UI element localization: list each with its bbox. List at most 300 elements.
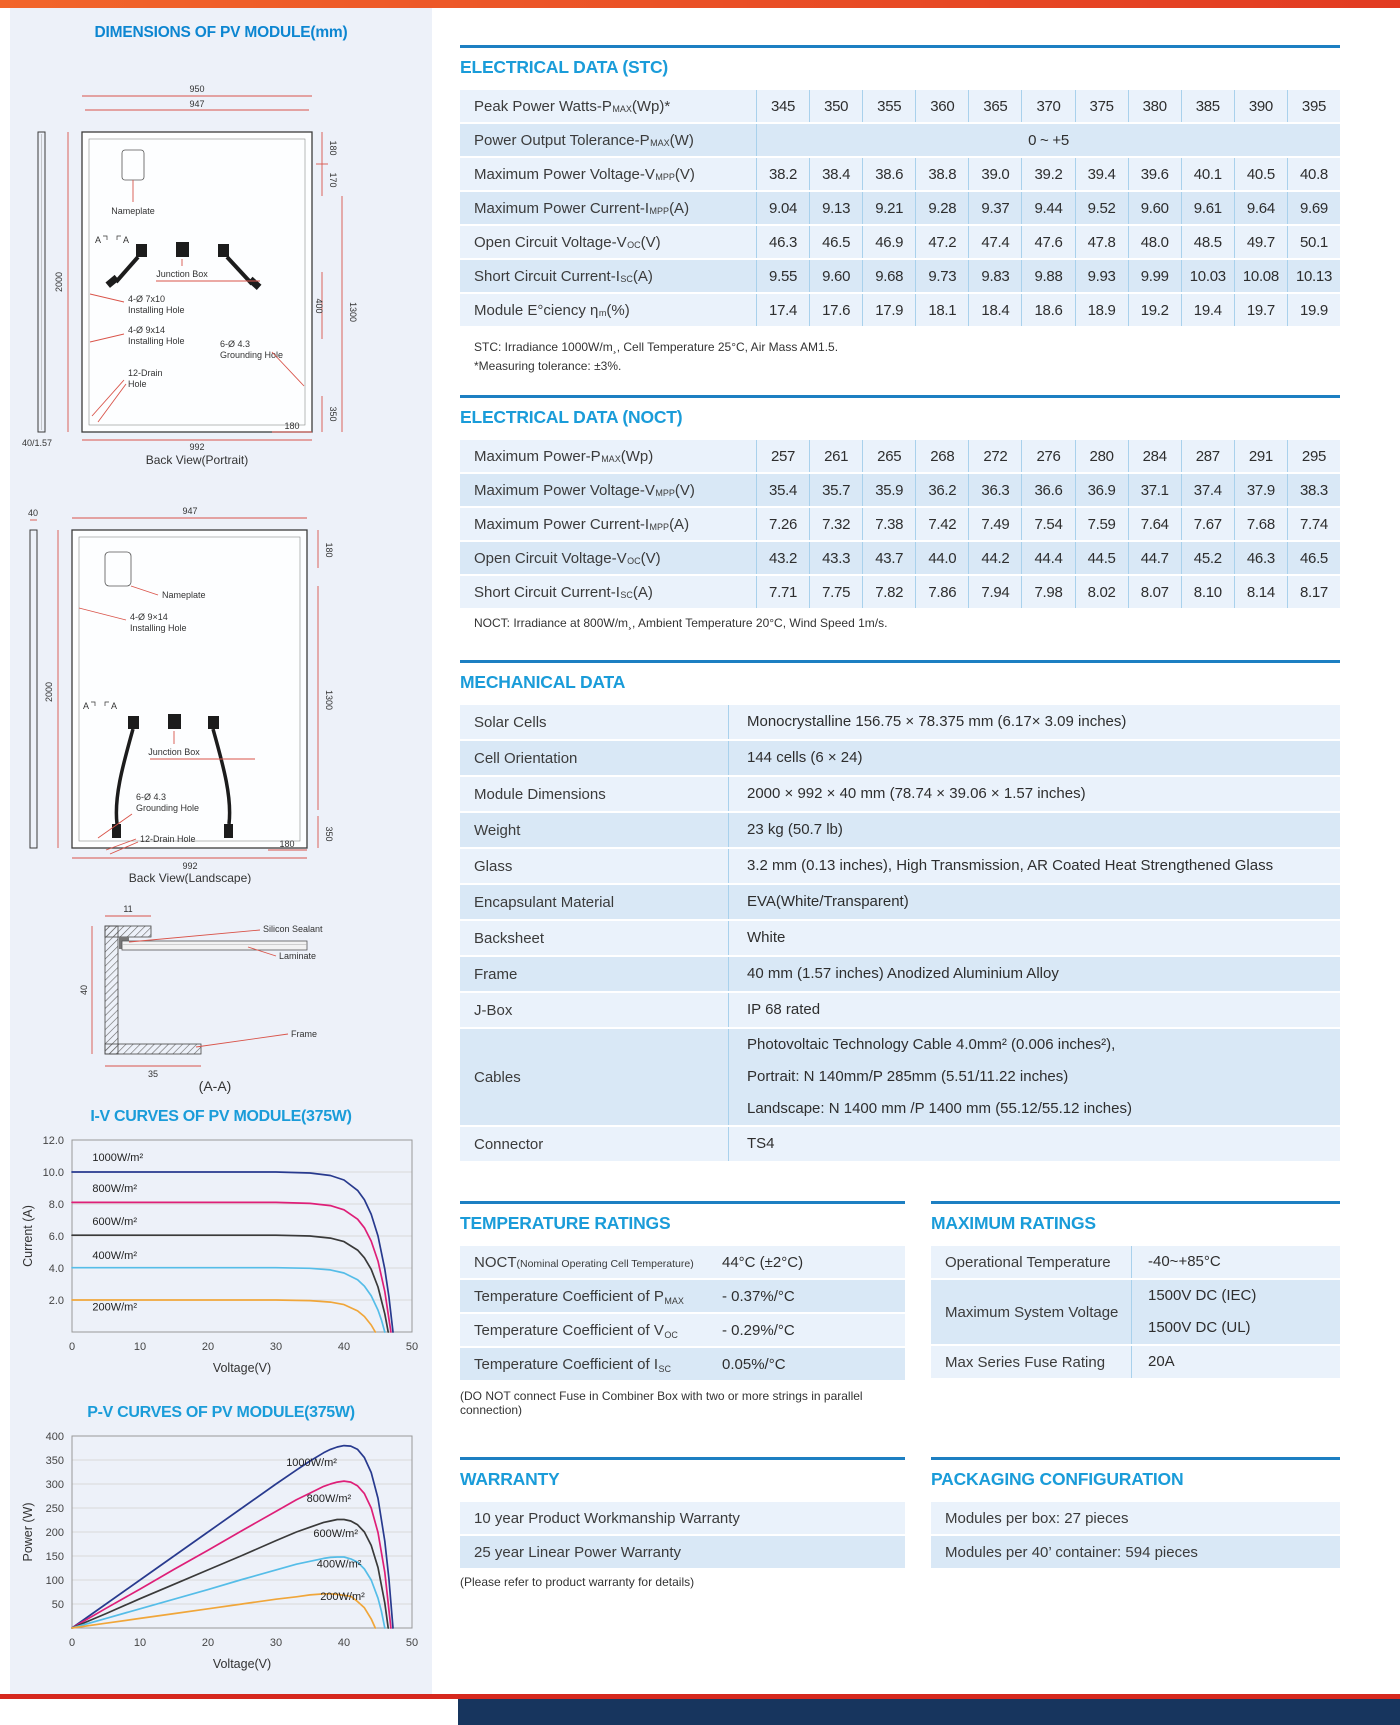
laminate-shape [122,941,307,950]
temperature-row [460,1246,905,1278]
installing-hole-9x14-label: Installing Hole [128,336,185,346]
section-rule [931,1457,1340,1460]
value-cell: 10.08 [1234,260,1287,292]
value-line: 23 kg (50.7 lb) [747,821,843,838]
value-cell: 44.4 [1021,542,1074,574]
row-value: - 0.29%/°C [722,1321,795,1339]
value-cell: 365 [968,90,1021,122]
x-tick-label: 30 [269,1637,283,1649]
value-cell: 36.3 [968,474,1021,506]
temperature-table [460,1246,905,1380]
value-cell: 36.6 [1021,474,1074,506]
y-tick-label: 350 [45,1455,64,1467]
value-cell: 360 [915,90,968,122]
spec-row [460,260,1340,292]
label-part: m [598,308,607,318]
row-label: J-Box [474,1001,513,1019]
value-cell: 7.75 [809,576,862,608]
x-tick-label: 50 [405,1341,419,1353]
y-tick-label: 400 [45,1431,64,1443]
label-part: (%) [606,301,630,319]
value-line: 1500V DC (UL) [1148,1319,1251,1336]
label-part: MPP [655,488,675,498]
pv-curves-chart [16,1424,426,1676]
value-cell: 7.54 [1021,508,1074,540]
value-cell: 9.44 [1021,192,1074,224]
spec-row [460,192,1340,224]
value-line: EVA(White/Transparent) [747,893,909,910]
label-part: Peak Power Watts-P [474,97,612,115]
mechanical-row [460,849,1340,883]
row-label: Cell Orientation [474,749,578,767]
value-line: 20A [1148,1353,1175,1370]
value-cell: 7.32 [809,508,862,540]
value-cell: 7.82 [862,576,915,608]
label-part: (A) [632,267,653,285]
drain-hole-label: 12-Drain Hole [140,834,196,844]
value-cell: 38.4 [809,158,862,190]
value-cell: 47.2 [915,226,968,258]
value-line: 1500V DC (IEC) [1148,1287,1257,1304]
x-tick-label: 0 [68,1637,76,1649]
drain-hole-label: 12-Drain [128,368,163,378]
value-cell: 9.88 [1021,260,1074,292]
dim-35: 35 [147,1069,159,1079]
value-cell: 9.60 [809,260,862,292]
grounding-hole-label: Grounding Hole [220,350,284,360]
label-part: Open Circuit Voltage-V [474,549,627,567]
spec-row [460,542,1340,574]
label-part: SC [620,590,633,600]
row-label [460,508,756,540]
label-part: OC [627,240,641,250]
ratings-row [460,1201,1340,1417]
section-electrical-noct [460,395,1340,630]
label-part: Maximum Power-P [474,447,601,465]
value-cell: 47.4 [968,226,1021,258]
label-part: (V) [640,549,661,567]
bottom-navy-bar [458,1699,1400,1725]
value-cell: 9.13 [809,192,862,224]
dim-40: 40 [79,984,89,996]
mechanical-row [460,993,1340,1027]
y-tick-label: 10.0 [42,1167,64,1179]
y-tick-label: 6.0 [48,1231,64,1243]
value-cell: 295 [1287,440,1340,472]
dim-180-bottom: 180 [284,421,300,431]
value-cell: 37.9 [1234,474,1287,506]
label-part: Power Output Tolerance-P [474,131,650,149]
value-cell: 390 [1234,90,1287,122]
mechanical-table [460,705,1340,1161]
junction-box-label: Junction Box [148,747,200,757]
warranty-row: 10 year Product Workmanship Warranty [460,1502,905,1534]
value-cell: 395 [1287,90,1340,122]
value-cell: 46.3 [756,226,809,258]
junction-box-label: Junction Box [156,269,208,279]
row-value [728,993,1340,1027]
dim-350: 350 [328,406,338,422]
row-label: Module Dimensions [474,785,606,803]
row-label [460,260,756,292]
row-label: Weight [474,821,521,839]
value-cell: 7.74 [1287,508,1340,540]
maximum-title: MAXIMUM RATINGS [931,1213,1096,1233]
value-cell: 284 [1128,440,1181,472]
series-label: 200W/m² [92,1301,138,1314]
value-cell: 46.9 [862,226,915,258]
stc-note-2: *Measuring tolerance: ±3%. [474,359,622,373]
value-cell: 39.2 [1021,158,1074,190]
row-span-value: 0 ~ +5 [756,124,1340,156]
installing-hole-9x14-label: Installing Hole [130,623,187,633]
row-value: 44°C (±2°C) [722,1253,804,1271]
y-tick-label: 2.0 [48,1295,64,1307]
value-line: Portrait: N 140mm/P 285mm (5.51/11.22 inches) [747,1068,1069,1085]
value-cell: 48.5 [1181,226,1234,258]
spec-row [460,90,1340,122]
dimensions-panel [10,8,432,1694]
value-line: Landscape: N 1400 mm /P 1400 mm (55.12/55.12 inches) [747,1100,1132,1117]
row-value [728,957,1340,991]
value-cell: 276 [1021,440,1074,472]
x-axis-label: Voltage(V) [212,1361,272,1375]
row-label: Solar Cells [474,713,547,731]
dim-947: 947 [182,506,198,516]
row-label [460,158,756,190]
nameplate-label: Nameplate [162,590,206,600]
label-part: (A) [669,515,690,533]
row-label [460,294,756,326]
warranty-row [460,1457,1340,1589]
value-cell: 7.59 [1075,508,1128,540]
frame-foot [105,1044,201,1054]
value-cell: 36.9 [1075,474,1128,506]
maximum-table [931,1246,1340,1378]
pv-chart-title: P-V CURVES OF PV MODULE(375W) [87,1404,355,1421]
value-cell: 46.3 [1234,542,1287,574]
iv-curves-chart [16,1128,426,1380]
value-cell: 44.7 [1128,542,1181,574]
label-part: Temperature Coefficient of I [474,1355,658,1373]
value-cell: 19.7 [1234,294,1287,326]
stc-title: ELECTRICAL DATA (STC) [460,57,669,77]
value-cell: 9.68 [862,260,915,292]
value-line: IP 68 rated [747,1001,821,1018]
y-tick-label: 150 [45,1551,64,1563]
installing-hole-9x14-label: 4-Ø 9×14 [130,612,168,622]
series-label: 200W/m² [320,1591,365,1604]
value-cell: 38.2 [756,158,809,190]
frame-cross-section-diagram [10,884,432,1096]
value-cell: 35.9 [862,474,915,506]
value-cell: 18.4 [968,294,1021,326]
value-cell: 46.5 [1287,542,1340,574]
row-label [460,474,756,506]
label-part: (Nominal Operating Cell Temperature) [516,1258,694,1270]
packaging-table [931,1502,1340,1568]
nameplate-label: Nameplate [111,206,155,216]
back-view-portrait-diagram [10,44,432,468]
temperature-row [460,1314,905,1346]
section-rule [460,660,1340,663]
row-value [728,705,1340,739]
label-part: Maximum Power Voltage-V [474,481,655,499]
label-part: Open Circuit Voltage-V [474,233,627,251]
value-cell: 8.02 [1075,576,1128,608]
value-cell: 9.60 [1128,192,1181,224]
section-packaging [931,1457,1340,1589]
frame-label: Frame [291,1029,318,1039]
back-view-landscape-diagram [10,468,432,884]
row-label [474,1254,722,1271]
label-part: Short Circuit Current-I [474,267,620,285]
value-cell: 9.52 [1075,192,1128,224]
row-label [474,1288,722,1305]
series-label: 1000W/m² [92,1151,144,1164]
value-cell: 9.99 [1128,260,1181,292]
value-cell: 44.5 [1075,542,1128,574]
row-label: Frame [474,965,518,983]
row-value [728,777,1340,811]
value-cell: 9.93 [1075,260,1128,292]
y-tick-label: 50 [51,1599,64,1611]
spec-row [460,474,1340,506]
row-label [460,226,756,258]
dim-180-bottom: 180 [279,839,295,849]
row-value [728,1029,1340,1125]
value-cell: 50.1 [1287,226,1340,258]
label-part: SC [658,1363,671,1374]
temperature-title: TEMPERATURE RATINGS [460,1213,671,1233]
value-cell: 7.94 [968,576,1021,608]
value-cell: 9.61 [1181,192,1234,224]
maximum-row [931,1280,1340,1344]
label-part: Maximum Power Current-I [474,199,650,217]
y-tick-label: 12.0 [42,1135,64,1147]
row-value [728,849,1340,883]
mechanical-row [460,813,1340,847]
dim-180: 180 [328,140,338,156]
label-part: (V) [674,165,695,183]
y-tick-label: 200 [45,1527,64,1539]
value-line: White [747,929,786,946]
dim-947: 947 [189,99,205,109]
x-axis-label: Voltage(V) [212,1657,272,1671]
label-part: Temperature Coefficient of V [474,1321,664,1339]
dim-2000: 2000 [44,681,54,703]
value-cell: 287 [1181,440,1234,472]
dim-40: 40 [27,508,39,518]
value-cell: 257 [756,440,809,472]
x-tick-label: 50 [405,1637,419,1649]
value-cell: 350 [809,90,862,122]
value-cell: 47.8 [1075,226,1128,258]
row-label: Cables [474,1068,521,1086]
value-line: TS4 [747,1135,775,1152]
dim-950: 950 [189,84,205,94]
value-cell: 10.13 [1287,260,1340,292]
warranty-row: 25 year Linear Power Warranty [460,1536,905,1568]
value-cell: 44.2 [968,542,1021,574]
value-cell: 46.5 [809,226,862,258]
value-cell: 19.9 [1287,294,1340,326]
row-label [460,576,756,608]
dim-350: 350 [324,826,334,842]
value-cell: 268 [915,440,968,472]
value-cell: 45.2 [1181,542,1234,574]
mechanical-row [460,921,1340,955]
row-label [460,440,756,472]
label-part: Module E°ciency η [474,301,599,319]
y-tick-label: 4.0 [48,1263,64,1275]
series-label: 800W/m² [92,1183,138,1195]
iv-chart-title: I-V CURVES OF PV MODULE(375W) [90,1108,352,1125]
value-line: 40 mm (1.57 inches) Anodized Aluminium Alloy [747,965,1059,982]
installing-hole-9x14-label: 4-Ø 9x14 [128,325,166,335]
grounding-hole-label: Grounding Hole [136,803,200,813]
grounding-hole-label: 6-Ø 4.3 [220,339,251,349]
x-tick-label: 20 [201,1341,215,1353]
value-cell: 17.4 [756,294,809,326]
value-cell: 7.64 [1128,508,1181,540]
module-outline [72,530,307,848]
side-profile [30,530,37,848]
row-label [474,1322,722,1339]
row-value [1131,1346,1340,1378]
label-part: MAX [664,1295,684,1306]
packaging-row: Modules per box: 27 pieces [931,1502,1340,1534]
row-value [728,885,1340,919]
value-cell: 40.8 [1287,158,1340,190]
value-cell: 8.17 [1287,576,1340,608]
row-label [460,90,756,122]
value-cell: 7.98 [1021,576,1074,608]
section-marker-a: A [110,701,118,711]
value-cell: 385 [1181,90,1234,122]
mechanical-row [460,957,1340,991]
series-label: 400W/m² [316,1558,362,1571]
laminate-label: Laminate [279,951,317,961]
section-rule [931,1201,1340,1204]
value-cell: 17.6 [809,294,862,326]
value-cell: 9.21 [862,192,915,224]
mechanical-row [460,741,1340,775]
x-tick-label: 40 [337,1341,351,1353]
x-tick-label: 20 [201,1637,215,1649]
label-part: Short Circuit Current-I [474,583,620,601]
temperature-note: (DO NOT connect Fuse in Combiner Box with two or more strings in parallel connection) [460,1389,863,1417]
spec-row [460,226,1340,258]
label-part: Maximum Power Voltage-V [474,165,655,183]
value-line: 2000 × 992 × 40 mm (78.74 × 39.06 × 1.57 inches) [747,785,1086,802]
mechanical-title: MECHANICAL DATA [460,672,626,692]
noct-table [460,440,1340,608]
maximum-row [931,1346,1340,1378]
dim-992: 992 [189,442,205,452]
value-line: 3.2 mm (0.13 inches), High Transmission, AR Coated Heat Strengthened Glass [747,857,1274,874]
section-marker-a: A [94,235,102,245]
value-cell: 39.4 [1075,158,1128,190]
series-label: 1000W/m² [286,1456,337,1469]
section-warranty [460,1457,905,1589]
section-marker-a: A [82,701,90,711]
value-cell: 272 [968,440,1021,472]
value-cell: 9.55 [756,260,809,292]
mechanical-row [460,777,1340,811]
value-line: 144 cells (6 × 24) [747,749,863,766]
y-tick-label: 300 [45,1479,64,1491]
value-cell: 38.3 [1287,474,1340,506]
value-cell: 9.73 [915,260,968,292]
temperature-row [460,1348,905,1380]
value-cell: 36.2 [915,474,968,506]
label-part: (W) [669,131,694,149]
value-cell: 7.67 [1181,508,1234,540]
value-cell: 7.42 [915,508,968,540]
value-cell: 8.10 [1181,576,1234,608]
label-part: MPP [649,206,670,216]
section-rule [460,45,1340,48]
value-cell: 35.4 [756,474,809,506]
row-label: Backsheet [474,929,545,947]
row-label [460,124,756,156]
value-cell: 7.86 [915,576,968,608]
packaging-row: Modules per 40’ container: 594 pieces [931,1536,1340,1568]
series-label: 600W/m² [313,1527,359,1540]
installing-hole-7x10-label: 4-Ø 7x10 [128,294,166,304]
value-cell: 40.5 [1234,158,1287,190]
drain-hole-label: Hole [128,379,147,389]
y-axis-label: Current (A) [21,1205,35,1267]
label-part: SC [620,274,633,284]
value-cell: 355 [862,90,915,122]
row-value [728,921,1340,955]
dimensions-title: DIMENSIONS OF PV MODULE(mm) [94,24,348,41]
value-cell: 48.0 [1128,226,1181,258]
value-cell: 9.69 [1287,192,1340,224]
value-cell: 18.6 [1021,294,1074,326]
stc-note-1: STC: Irradiance 1000W/m¸, Cell Temperature 25°C, Air Mass AM1.5. [474,340,839,354]
section-caption: (A-A) [198,1078,232,1094]
value-cell: 9.83 [968,260,1021,292]
y-axis-label: Power (W) [21,1502,35,1562]
value-cell: 43.3 [809,542,862,574]
label-part: MAX [650,138,670,148]
value-cell: 35.7 [809,474,862,506]
value-line: Monocrystalline 156.75 × 78.375 mm (6.17× 3.09 inches) [747,713,1127,730]
label-part: MAX [612,104,632,114]
value-cell: 9.04 [756,192,809,224]
label-part: (A) [669,199,690,217]
x-tick-label: 10 [133,1637,147,1649]
spec-row [460,294,1340,326]
value-cell: 38.6 [862,158,915,190]
value-cell: 38.8 [915,158,968,190]
dim-1300: 1300 [324,689,334,711]
value-cell: 18.9 [1075,294,1128,326]
stc-table [460,90,1340,326]
dim-11: 11 [123,904,133,914]
value-line: -40~+85°C [1148,1253,1221,1270]
frame-web [105,926,118,1054]
label-part: (Wp) [620,447,654,465]
mechanical-row [460,1029,1340,1125]
series-label: 800W/m² [306,1493,352,1506]
value-cell: 43.7 [862,542,915,574]
label-part: NOCT [474,1253,517,1271]
row-value [1131,1280,1340,1344]
